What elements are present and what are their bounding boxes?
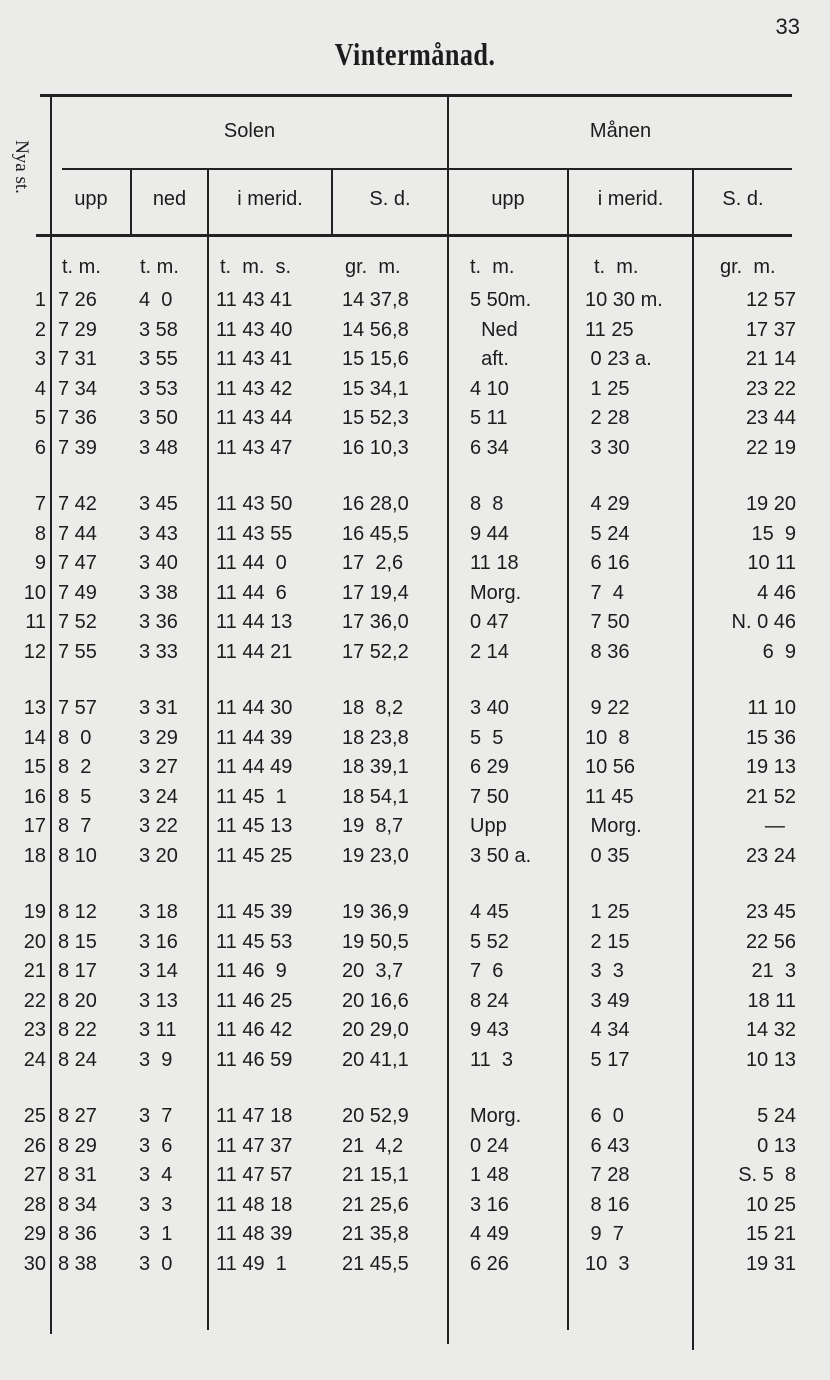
unit-sun-decl: gr. m. — [345, 256, 401, 278]
day-number: 12 — [23, 640, 46, 663]
moon-meridian-cell: 8 36 — [585, 640, 630, 663]
sun-rise-header: upp — [74, 188, 108, 210]
sun-meridian-cell: 11 48 39 — [216, 1223, 293, 1245]
sun-declination-cell: 16 28,0 — [342, 493, 409, 515]
moon-rise-cell: 7 50 — [470, 785, 509, 808]
sun-declination-cell: 19 50,5 — [342, 930, 409, 953]
moon-declination-cell: 12 57 — [745, 289, 796, 311]
moon-declination-cell: 11 10 — [747, 697, 796, 719]
sun-set-cell: 3 22 — [139, 815, 178, 837]
unit-sun-merid: t. m. s. — [220, 256, 292, 278]
moon-declination-cell: 5 24 — [757, 1105, 796, 1127]
unit-sun-rise: t. m. — [62, 256, 101, 278]
sun-set-cell: 3 7 — [139, 1105, 173, 1127]
moon-rise-cell: Morg. — [470, 1105, 522, 1127]
moon-rise-header: upp — [491, 188, 525, 210]
sun-meridian-cell: 11 45 25 — [216, 844, 293, 867]
sun-meridian-cell: 11 44 6 — [216, 581, 287, 604]
unit-sun-set: t. m. — [140, 256, 179, 278]
sun-set-cell: 3 43 — [139, 522, 178, 545]
sun-meridian-cell: 11 43 44 — [216, 407, 293, 429]
sun-set-cell: 3 36 — [139, 611, 178, 633]
moon-rise-cell: 5 5 — [470, 726, 504, 749]
moon-meridian-cell: 6 16 — [585, 552, 630, 574]
moon-declination-cell: 19 31 — [745, 1252, 796, 1275]
sun-set-cell: 3 11 — [139, 1019, 177, 1041]
day-number: 25 — [23, 1105, 46, 1127]
moon-meridian-cell: 4 29 — [585, 493, 630, 515]
moon-meridian-cell: 10 56 — [585, 756, 636, 778]
moon-rise-cell: 0 47 — [470, 611, 509, 633]
moon-declination-cell: 22 56 — [745, 930, 796, 953]
moon-meridian-cell: 7 4 — [585, 581, 624, 604]
sun-meridian-cell: 11 48 18 — [216, 1193, 293, 1216]
sun-set-cell: 3 20 — [139, 844, 178, 867]
sun-decl-header: S. d. — [369, 188, 411, 210]
sun-declination-cell: 15 34,1 — [342, 377, 409, 400]
sun-meridian-cell: 11 43 41 — [216, 348, 293, 370]
moon-rise-cell: 8 8 — [470, 493, 504, 515]
day-number: 20 — [23, 930, 46, 953]
day-number: 2 — [34, 318, 46, 341]
moon-rise-cell: 4 45 — [470, 901, 509, 923]
sun-meridian-cell: 11 45 39 — [216, 901, 293, 923]
sun-rise-cell: 7 26 — [58, 289, 97, 311]
moon-declination-cell: 23 24 — [745, 844, 796, 867]
moon-rise-cell: Upp — [470, 815, 507, 837]
day-number: 29 — [23, 1223, 46, 1245]
sun-set-cell: 3 53 — [139, 377, 178, 400]
moon-meridian-cell: 2 15 — [585, 930, 630, 953]
sun-declination-cell: 16 10,3 — [342, 436, 409, 459]
moon-rise-cell: 0 24 — [470, 1134, 509, 1157]
sun-set-header: ned — [152, 188, 187, 210]
sun-set-cell: 3 29 — [139, 726, 178, 749]
sun-set-cell: 3 3 — [139, 1193, 173, 1216]
moon-meridian-cell: 7 28 — [585, 1164, 630, 1186]
moon-declination-cell: 15 21 — [745, 1223, 796, 1245]
sun-rise-cell: 8 34 — [58, 1193, 97, 1216]
moon-rise-cell: 4 10 — [470, 377, 509, 400]
moon-meridian-cell: 0 23 a. — [585, 348, 652, 370]
day-column-header: Nya st. — [11, 140, 33, 194]
sun-meridian-cell: 11 47 18 — [216, 1105, 293, 1127]
sun-meridian-cell: 11 43 47 — [216, 436, 293, 459]
moon-meridian-cell: 6 0 — [585, 1105, 624, 1127]
moon-rise-cell: 5 52 — [470, 930, 509, 953]
moon-meridian-cell: 6 43 — [585, 1134, 630, 1157]
sun-set-cell: 3 16 — [139, 930, 178, 953]
page-title: Vintermånad. — [334, 36, 496, 72]
moon-rise-cell: Ned — [470, 318, 518, 341]
sun-rise-cell: 7 31 — [58, 348, 97, 370]
moon-rise-cell: 5 50m. — [470, 289, 532, 311]
sun-set-cell: 3 40 — [139, 552, 178, 574]
sun-set-cell: 3 38 — [139, 581, 178, 604]
moon-rise-cell: 6 29 — [470, 756, 509, 778]
sun-rise-cell: 8 22 — [58, 1019, 97, 1041]
table-row — [0, 489, 830, 519]
sun-meridian-cell: 11 43 40 — [216, 318, 293, 341]
moon-meridian-cell: 10 3 — [585, 1252, 630, 1275]
day-number: 11 — [25, 611, 46, 633]
sun-meridian-cell: 11 45 1 — [216, 785, 287, 808]
sun-declination-cell: 20 52,9 — [342, 1105, 409, 1127]
sun-declination-cell: 21 25,6 — [342, 1193, 409, 1216]
day-number: 8 — [34, 522, 46, 545]
sun-declination-cell: 18 8,2 — [342, 697, 404, 719]
sun-set-cell: 3 4 — [139, 1164, 173, 1186]
sun-rise-cell: 8 38 — [58, 1252, 97, 1275]
table-row — [0, 782, 830, 812]
moon-rise-cell: 3 40 — [470, 697, 509, 719]
table-row — [0, 956, 830, 986]
sun-meridian-cell: 11 46 42 — [216, 1019, 293, 1041]
sun-meridian-cell: 11 44 21 — [216, 640, 293, 663]
sun-meridian-cell: 11 44 30 — [216, 697, 293, 719]
moon-declination-cell: 15 9 — [751, 522, 796, 545]
sun-rise-cell: 8 31 — [58, 1164, 97, 1186]
moon-declination-cell: 0 13 — [757, 1134, 796, 1157]
moon-declination-cell: N. 0 46 — [731, 611, 796, 633]
day-number: 10 — [23, 581, 46, 604]
moon-rise-cell: 2 14 — [470, 640, 509, 663]
sun-declination-cell: 19 36,9 — [342, 901, 409, 923]
sun-declination-cell: 17 2,6 — [342, 552, 404, 574]
moon-rise-cell: 5 11 — [470, 407, 508, 429]
day-number: 1 — [34, 289, 46, 311]
sun-declination-cell: 17 19,4 — [342, 581, 409, 604]
moon-declination-cell: 10 11 — [747, 552, 796, 574]
moon-decl-header: S. d. — [722, 188, 764, 210]
moon-meridian-cell: 11 45 — [585, 785, 634, 808]
sun-set-cell: 3 14 — [139, 960, 178, 982]
day-number: 13 — [23, 697, 46, 719]
sun-declination-cell: 20 3,7 — [342, 960, 404, 982]
moon-header: Månen — [589, 120, 652, 142]
sun-rise-cell: 7 36 — [58, 407, 97, 429]
moon-meridian-cell: 9 22 — [585, 697, 630, 719]
sun-meridian-cell: 11 47 57 — [216, 1164, 293, 1186]
day-number: 18 — [23, 844, 46, 867]
moon-meridian-cell: 1 25 — [585, 377, 630, 400]
day-number: 9 — [34, 552, 46, 574]
sun-rise-cell: 7 44 — [58, 522, 97, 545]
moon-rise-cell: 3 16 — [470, 1193, 509, 1216]
table-row — [0, 1160, 830, 1190]
moon-rise-cell: 6 26 — [470, 1252, 509, 1275]
sun-set-cell: 3 6 — [139, 1134, 173, 1157]
moon-rise-cell: 8 24 — [470, 989, 509, 1012]
day-number: 30 — [23, 1252, 46, 1275]
sun-set-cell: 3 58 — [139, 318, 178, 341]
day-number: 24 — [23, 1048, 46, 1071]
table-row — [0, 403, 830, 433]
sun-rise-cell: 7 29 — [58, 318, 97, 341]
moon-meridian-cell: 3 30 — [585, 436, 630, 459]
moon-declination-cell: 21 14 — [745, 348, 796, 370]
sun-declination-cell: 15 52,3 — [342, 407, 409, 429]
subheader-rule — [62, 168, 792, 170]
sun-declination-cell: 15 15,6 — [342, 348, 409, 370]
moon-declination-cell: 23 22 — [745, 377, 796, 400]
sun-rise-cell: 8 0 — [58, 726, 92, 749]
sun-declination-cell: 21 35,8 — [342, 1223, 409, 1245]
sun-declination-cell: 21 45,5 — [342, 1252, 409, 1275]
table-row — [0, 285, 830, 315]
sun-meridian-cell: 11 44 49 — [216, 756, 293, 778]
table-row — [0, 1015, 830, 1045]
moon-meridian-cell: 5 17 — [585, 1048, 630, 1071]
table-row — [0, 1045, 830, 1075]
sun-rise-cell: 8 27 — [58, 1105, 97, 1127]
moon-rise-cell: 7 6 — [470, 960, 504, 982]
sun-declination-cell: 17 52,2 — [342, 640, 409, 663]
table-row — [0, 841, 830, 871]
sun-rise-cell: 8 2 — [58, 756, 92, 778]
moon-declination-cell: 17 37 — [745, 318, 796, 341]
table-top-rule — [40, 94, 792, 97]
moon-meridian-cell: 3 49 — [585, 989, 630, 1012]
sun-declination-cell: 16 45,5 — [342, 522, 409, 545]
day-number: 14 — [23, 726, 46, 749]
sun-set-cell: 3 31 — [139, 697, 178, 719]
sun-set-cell: 3 50 — [139, 407, 178, 429]
sun-meridian-cell: 11 46 59 — [216, 1048, 293, 1071]
moon-declination-cell: 18 11 — [747, 989, 796, 1012]
sun-rise-cell: 7 47 — [58, 552, 97, 574]
moon-declination-cell: 6 9 — [762, 640, 796, 663]
sun-rise-cell: 8 12 — [58, 901, 97, 923]
moon-meridian-cell: 11 25 — [585, 318, 634, 341]
moon-rise-cell: 1 48 — [470, 1164, 509, 1186]
moon-rise-cell: 9 43 — [470, 1019, 509, 1041]
sun-set-cell: 3 13 — [139, 989, 178, 1012]
sun-meridian-cell: 11 43 55 — [216, 522, 293, 545]
sun-merid-header: i merid. — [237, 188, 303, 210]
sun-rise-cell: 8 10 — [58, 844, 97, 867]
sun-set-cell: 3 1 — [139, 1223, 173, 1245]
sun-set-cell: 4 0 — [139, 289, 173, 311]
moon-merid-header: i merid. — [597, 188, 664, 210]
sun-declination-cell: 19 23,0 — [342, 844, 409, 867]
sun-declination-cell: 21 4,2 — [342, 1134, 404, 1157]
day-number: 21 — [23, 960, 46, 982]
sun-meridian-cell: 11 45 13 — [216, 815, 293, 837]
sun-set-cell: 3 9 — [139, 1048, 173, 1071]
sun-set-cell: 3 24 — [139, 785, 178, 808]
sun-meridian-cell: 11 47 37 — [216, 1134, 293, 1157]
unit-moon-rise: t. m. — [470, 256, 515, 278]
day-number: 23 — [23, 1019, 46, 1041]
sun-rise-cell: 8 15 — [58, 930, 97, 953]
moon-meridian-cell: 5 24 — [585, 522, 630, 545]
table-row — [0, 693, 830, 723]
moon-meridian-cell: 10 8 — [585, 726, 630, 749]
moon-meridian-cell: 2 28 — [585, 407, 630, 429]
table-row — [0, 637, 830, 667]
sun-declination-cell: 18 23,8 — [342, 726, 409, 749]
day-number: 6 — [34, 436, 46, 459]
sun-meridian-cell: 11 43 50 — [216, 493, 293, 515]
sun-declination-cell: 19 8,7 — [342, 815, 404, 837]
day-number: 26 — [23, 1134, 46, 1157]
table-row — [0, 986, 830, 1016]
sun-rise-cell: 7 34 — [58, 377, 97, 400]
moon-meridian-cell: 3 3 — [585, 960, 624, 982]
moon-declination-cell: 19 13 — [745, 756, 796, 778]
sun-set-cell: 3 0 — [139, 1252, 173, 1275]
day-number: 7 — [34, 493, 46, 515]
moon-declination-cell: 10 13 — [745, 1048, 796, 1071]
table-row — [0, 374, 830, 404]
sun-declination-cell: 17 36,0 — [342, 611, 409, 633]
table-row — [0, 1219, 830, 1249]
moon-meridian-cell: 8 16 — [585, 1193, 630, 1216]
day-number: 4 — [34, 377, 46, 400]
sun-rise-cell: 8 5 — [58, 785, 92, 808]
moon-rise-cell: 11 18 — [470, 552, 519, 574]
sun-declination-cell: 14 56,8 — [342, 318, 409, 341]
table-row — [0, 578, 830, 608]
sun-rise-cell: 7 42 — [58, 493, 97, 515]
day-number: 28 — [23, 1193, 46, 1216]
table-row — [0, 607, 830, 637]
day-number: 15 — [23, 756, 46, 778]
sun-declination-cell: 18 39,1 — [342, 756, 409, 778]
table-row — [0, 548, 830, 578]
sun-set-cell: 3 55 — [139, 348, 178, 370]
day-number: 5 — [34, 407, 46, 429]
sun-meridian-cell: 11 44 39 — [216, 726, 293, 749]
sun-meridian-cell: 11 45 53 — [216, 930, 293, 953]
sun-declination-cell: 18 54,1 — [342, 785, 409, 808]
moon-meridian-cell: Morg. — [585, 815, 642, 837]
table-row — [0, 315, 830, 345]
moon-declination-cell: 4 46 — [757, 581, 796, 604]
moon-declination-cell: 21 3 — [751, 960, 796, 982]
sun-declination-cell: 20 29,0 — [342, 1019, 409, 1041]
table-row — [0, 811, 830, 841]
sun-rise-cell: 8 36 — [58, 1223, 97, 1245]
moon-rise-cell: 9 44 — [470, 522, 509, 545]
sun-declination-cell: 20 16,6 — [342, 989, 409, 1012]
sun-meridian-cell: 11 44 0 — [216, 552, 287, 574]
sun-rise-cell: 7 49 — [58, 581, 97, 604]
sun-meridian-cell: 11 44 13 — [216, 611, 293, 633]
day-number: 3 — [34, 348, 46, 370]
sun-set-cell: 3 33 — [139, 640, 178, 663]
sun-meridian-cell: 11 46 9 — [216, 960, 287, 982]
sun-rise-cell: 8 17 — [58, 960, 97, 982]
table-row — [0, 344, 830, 374]
moon-declination-cell: 15 36 — [745, 726, 796, 749]
moon-meridian-cell: 7 50 — [585, 611, 630, 633]
sun-meridian-cell: 11 46 25 — [216, 989, 293, 1012]
sun-set-cell: 3 45 — [139, 493, 178, 515]
moon-rise-cell: Morg. — [470, 581, 522, 604]
sun-header: Solen — [223, 120, 276, 142]
day-number: 16 — [23, 785, 46, 808]
unit-moon-decl: gr. m. — [720, 256, 776, 278]
table-row — [0, 1131, 830, 1161]
table-row — [0, 897, 830, 927]
sun-declination-cell: 21 15,1 — [342, 1164, 409, 1186]
table-row — [0, 752, 830, 782]
table-row — [0, 1190, 830, 1220]
moon-rise-cell: 4 49 — [470, 1223, 509, 1245]
day-number: 17 — [23, 815, 46, 837]
header-bottom-rule — [36, 234, 792, 237]
table-row — [0, 433, 830, 463]
moon-rise-cell: 11 3 — [470, 1048, 513, 1071]
sun-rise-cell: 8 20 — [58, 989, 97, 1012]
sun-meridian-cell: 11 43 42 — [216, 377, 293, 400]
table-row — [0, 519, 830, 549]
day-number: 19 — [23, 901, 46, 923]
sun-rise-cell: 8 24 — [58, 1048, 97, 1071]
sun-rise-cell: 8 7 — [58, 815, 92, 837]
table-row — [0, 1249, 830, 1279]
moon-meridian-cell: 4 34 — [585, 1019, 630, 1041]
moon-meridian-cell: 0 35 — [585, 844, 630, 867]
day-number: 22 — [23, 989, 46, 1012]
sun-set-cell: 3 27 — [139, 756, 178, 778]
moon-declination-cell: 10 25 — [745, 1193, 796, 1216]
sun-meridian-cell: 11 49 1 — [216, 1252, 287, 1275]
moon-meridian-cell: 10 30 m. — [585, 289, 663, 311]
moon-rise-cell: 6 34 — [470, 436, 509, 459]
moon-declination-cell: — — [764, 815, 796, 837]
moon-declination-cell: 14 32 — [745, 1019, 796, 1041]
moon-rise-cell: aft. — [470, 348, 509, 370]
moon-declination-cell: 22 19 — [745, 436, 796, 459]
sun-declination-cell: 20 41,1 — [342, 1048, 409, 1071]
day-number: 27 — [23, 1164, 46, 1186]
moon-declination-cell: 23 45 — [745, 901, 796, 923]
moon-declination-cell: S. 5 8 — [738, 1164, 796, 1186]
sun-set-cell: 3 18 — [139, 901, 178, 923]
sun-declination-cell: 14 37,8 — [342, 289, 409, 311]
sun-rise-cell: 7 57 — [58, 697, 97, 719]
sun-rise-cell: 7 55 — [58, 640, 97, 663]
sun-set-cell: 3 48 — [139, 436, 178, 459]
sun-rise-cell: 8 29 — [58, 1134, 97, 1157]
table-row — [0, 1101, 830, 1131]
moon-declination-cell: 21 52 — [745, 785, 796, 808]
table-row — [0, 723, 830, 753]
page-number: 33 — [775, 14, 800, 39]
sun-meridian-cell: 11 43 41 — [216, 289, 293, 311]
table-row — [0, 927, 830, 957]
sun-rise-cell: 7 52 — [58, 611, 97, 633]
sun-rise-cell: 7 39 — [58, 436, 97, 459]
unit-moon-merid: t. m. — [594, 256, 639, 278]
moon-declination-cell: 23 44 — [745, 407, 796, 429]
moon-rise-cell: 3 50 a. — [470, 844, 532, 867]
moon-meridian-cell: 1 25 — [585, 901, 630, 923]
moon-meridian-cell: 9 7 — [585, 1223, 624, 1245]
moon-declination-cell: 19 20 — [745, 493, 796, 515]
